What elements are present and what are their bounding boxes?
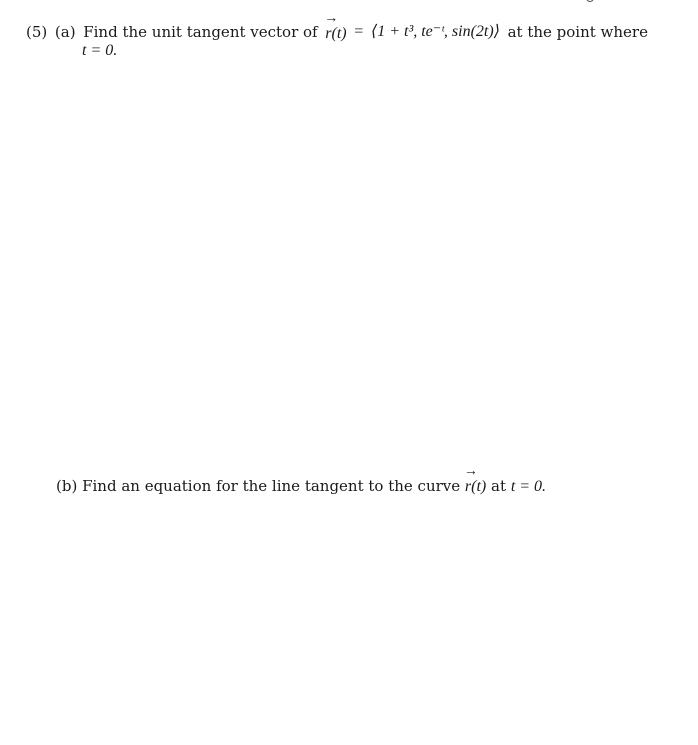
part-b-text-after: at: [491, 477, 507, 495]
part-a-vector-value: ⟨1 + t³, te⁻ᵗ, sin(2t)⟩: [370, 23, 500, 40]
part-a-label: (a): [54, 23, 76, 41]
part-a-statement-line1: [26, 11, 648, 43]
part-b-statement: [56, 464, 547, 496]
part-b-condition: t = 0.: [510, 478, 547, 495]
part-b-text-before: Find an equation for the line tangent to the curve: [82, 477, 461, 495]
part-b-label: (b): [56, 477, 78, 495]
part-a-condition: t = 0.: [82, 42, 118, 59]
part-a-text-after: at the point where: [507, 23, 648, 41]
part-a-equals: =: [354, 23, 364, 40]
problem-number: (5): [26, 23, 48, 41]
vector-r-symbol: → r: [324, 11, 339, 42]
vector-arrow-icon-b: →: [463, 464, 478, 479]
part-b-function: [463, 464, 487, 495]
part-a-function-arg: (t): [331, 25, 347, 42]
vector-r-symbol-b: → r: [463, 464, 478, 495]
part-b-function-arg: (t): [471, 478, 487, 495]
part-a-text-before: Find the unit tangent vector of: [83, 23, 318, 41]
part-a-function: [324, 11, 347, 43]
vector-arrow-icon: →: [324, 11, 339, 26]
page-edge-mark: [586, 0, 594, 2]
